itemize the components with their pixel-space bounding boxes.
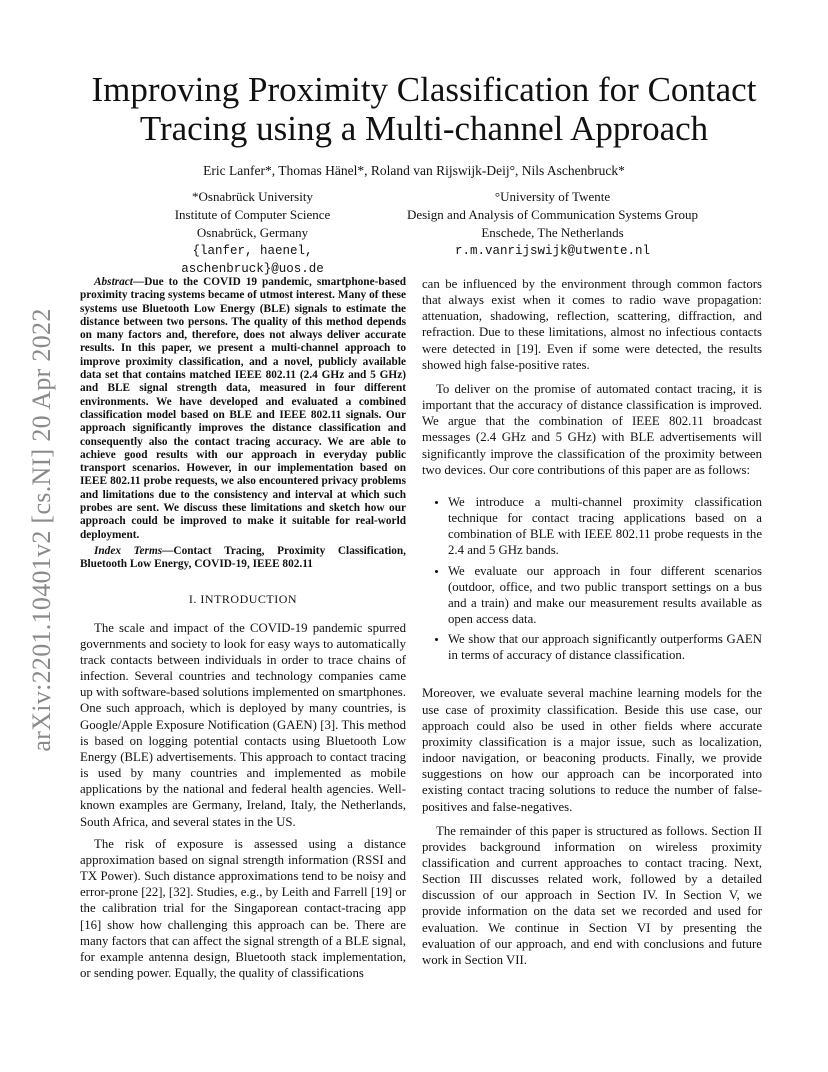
- index-terms: [80, 545, 406, 572]
- index-terms-label: Index Terms: [94, 544, 163, 557]
- abstract-label: Abstract: [94, 276, 133, 288]
- body-paragraph: can be influenced by the environment through common factors that always exist when it comes to radio wave propagation: attenuation, shadowing, reflection, scattering, diffraction, and refraction. Due to these limitations, almost no infectious contacts were detected in [19]. Even if some were detected, the results showed high false-positive rates.: [422, 277, 762, 372]
- arxiv-identifier: arXiv:2201.10401v2 [cs.NI] 20 Apr 2022: [27, 308, 56, 752]
- body-paragraph: The scale and impact of the COVID-19 pandemic spurred governments and society to look for easy ways to automatically track contacts between individuals in order to trace chains of infection. Several countries and technology companies came up with software-based solutions implemented on smartphones. One such approach, which is deployed by many countries, is Google/Apple Exposure Notification (GAEN) [3]. This method is based on logging potential contacts using Bluetooth Low Energy (BLE) advertisements. This approach to contact tracing is used by many countries and implemented as mobile applications by the national and federal health agencies. Well-known examples are Germany, Ireland, Italy, the Netherlands, South Africa, and several states in the US.: [80, 620, 406, 829]
- index-terms-body: —Contact Tracing, Proximity Classification, Bluetooth Low Energy, COVID-19, IEEE 802.11: [80, 544, 406, 571]
- section-heading-introduction: I. INTRODUCTION: [188, 591, 298, 606]
- right-column: [422, 276, 762, 968]
- body-paragraph: Moreover, we evaluate several machine learning models for the use case of proximity classification. Beside this use case, our approach could also be used in other fields where accurate proximity classification is a major issue, such as localization, indoor navigation, or beaconing products. Finally, we provide suggestions on how our approach can be incorporated into existing contact tracing solutions to reduce the number of false-positives and false-negatives.: [422, 686, 762, 814]
- body-paragraph: The remainder of this paper is structured as follows. Section II provides background information on wireless proximity classification and current approaches to contact tracing. Next, Section III discusses related work, followed by a detailed discussion of our approach in Section IV. In Section V, we provide information on the data set we recorded and used for evaluation. We continue in Section VI by presenting the evaluation of our approach, and end with conclusions and future work in Section VII.: [422, 823, 762, 967]
- list-item: • We show that our approach significantly outperforms GAEN in terms of accuracy of distance classification.: [448, 631, 762, 663]
- list-item: • We evaluate our approach in four different scenarios (outdoor, office, and two public transport settings on a bus and a train) and make our measurement results available as open access data.: [448, 563, 762, 628]
- contributions-list: [422, 494, 762, 664]
- affiliation-line: Osnabrück, Germany: [196, 225, 309, 240]
- abstract: [80, 276, 406, 542]
- affiliation-line: Institute of Computer Science: [174, 207, 331, 222]
- author-list: Eric Lanfer*, Thomas Hänel*, Roland van Rijswijk-Deij°, Nils Aschenbruck*: [203, 163, 625, 178]
- affiliation-line: *Osnabrück University: [192, 189, 313, 204]
- paper-title: [60, 70, 788, 148]
- title-line-2: Tracing using a Multi-channel Approach: [139, 109, 709, 148]
- affiliation-line: °University of Twente: [494, 189, 611, 204]
- affiliation-line: Enschede, The Netherlands: [481, 225, 624, 240]
- left-column: [80, 276, 406, 981]
- title-line-1: Improving Proximity Classification for Contact: [91, 70, 757, 109]
- affiliation-email: r.m.vanrijswijk@utwente.nl: [454, 244, 651, 258]
- list-item: • We introduce a multi-channel proximity classification technique for contact tracing applications based on a combination of BLE with IEEE 802.11 probe requests in the 2.4 and 5 GHz bands.: [448, 494, 762, 559]
- affiliation-email: {lanfer, haenel, aschenbruck}@uos.de: [181, 244, 324, 276]
- body-paragraph: To deliver on the promise of automated contact tracing, it is important that the accuracy of distance classification is improved. We argue that the combination of IEEE 802.11 broadcast messages (2.4 GHz and 5 GHz) with BLE advertisements will significantly improve the classification of the proximity between two devices. Our core contributions of this paper are as follows:: [422, 381, 762, 477]
- body-paragraph: The risk of exposure is assessed using a distance approximation based on signal strength information (RSSI and TX Power). Such distance approximations tend to be noisy and error-prone [22], [32]. Studies, e.g., by Leith and Farrell [19] or the calibration trial for the Singaporean contact-tracing app [16] show how challenging this approach can be. There are many factors that can affect the signal strength of a BLE signal, for example antenna design, Bluetooth stack implementation, or sending power. Equally, the quality of classifications: [80, 836, 406, 980]
- abstract-body: —Due to the COVID 19 pandemic, smartphone-based proximity tracing systems became of utmost interest. Many of these systems use Bluetooth Low Energy (BLE) signals to estimate the distance between two persons. The quality of this method depends on many factors and, therefore, does not always deliver accurate results. In this paper, we present a multi-channel approach to improve proximity classification, and a novel, publicly available data set that contains matched IEEE 802.11 (2.4 GHz and 5 GHz) and BLE signal strength data, measured in four different environments. We have developed and evaluated a combined classification model based on BLE and IEEE 802.11 signals. Our approach significantly improves the distance classification and consequently also the contact tracing accuracy. We are able to achieve good results with our approach in everyday public transport scenarios. However, in our implementation based on IEEE 802.11 probe requests, we also encountered privacy problems and limitations due to the consistency and interval at which such probes are sent. We discuss these limitations and sketch how our approach could be improved to make it suitable for real-world deployment.: [80, 276, 406, 541]
- affiliation-twente: [395, 188, 710, 260]
- arxiv-sidebar: [22, 300, 62, 760]
- affiliation-osnabrueck: [140, 188, 365, 278]
- affiliation-line: Design and Analysis of Communication Systems Group: [406, 207, 699, 222]
